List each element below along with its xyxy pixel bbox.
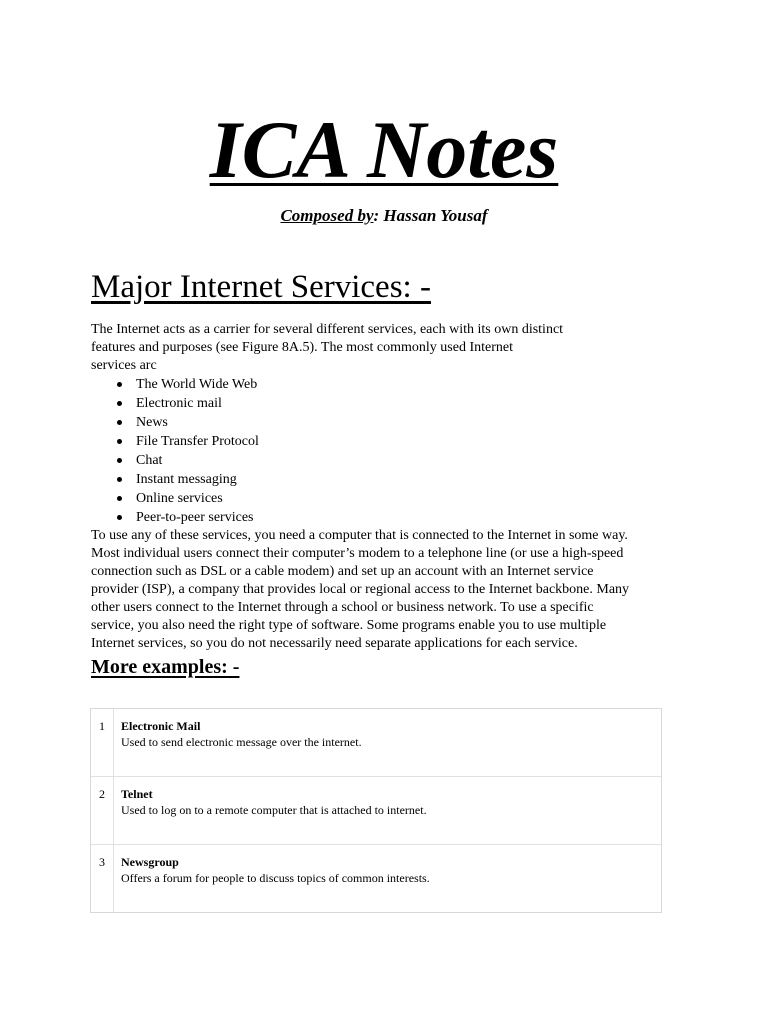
bullet-icon — [117, 515, 122, 520]
byline-separator: : — [373, 206, 384, 225]
list-item: Instant messaging — [91, 470, 259, 489]
byline-author: Hassan Yousaf — [383, 206, 488, 225]
services-list — [91, 375, 259, 527]
paragraph-line: connection such as DSL or a cable modem) and set up an account with an Internet service — [91, 564, 594, 579]
heading-more-examples: More examples: - — [91, 656, 240, 678]
paragraph-line: To use any of these services, you need a computer that is connected to the Internet in some way. — [91, 528, 628, 543]
row-number: 1 — [91, 709, 114, 776]
service-name: Telnet — [121, 787, 153, 801]
body-paragraph — [91, 527, 681, 653]
examples-table — [90, 708, 662, 913]
service-name: Electronic Mail — [121, 719, 201, 733]
table-cell — [114, 709, 661, 776]
table-cell — [114, 845, 661, 912]
list-item: Electronic mail — [91, 394, 259, 413]
list-item: File Transfer Protocol — [91, 432, 259, 451]
intro-line: services arc — [91, 358, 157, 373]
bullet-icon — [117, 439, 122, 444]
row-number: 3 — [91, 845, 114, 912]
intro-paragraph — [91, 321, 611, 375]
service-description: Used to log on to a remote computer that is attached to internet. — [121, 803, 427, 817]
service-name: Newsgroup — [121, 855, 179, 869]
list-item: News — [91, 413, 259, 432]
paragraph-line: provider (ISP), a company that provides local or regional access to the Internet backbone. Many — [91, 582, 630, 597]
paragraph-line: service, you also need the right type of software. Some programs enable you to use multiple — [91, 618, 607, 633]
paragraph-line: Internet services, so you do not necessarily need separate applications for each service. — [91, 636, 578, 651]
service-description: Offers a forum for people to discuss topics of common interests. — [121, 871, 430, 885]
row-number: 2 — [91, 777, 114, 844]
table-row — [91, 777, 661, 845]
table-cell — [114, 777, 661, 844]
intro-line: features and purposes (see Figure 8A.5). The most commonly used Internet — [91, 340, 513, 355]
list-item: The World Wide Web — [91, 375, 259, 394]
bullet-icon — [117, 477, 122, 482]
bullet-icon — [117, 401, 122, 406]
paragraph-line: other users connect to the Internet through a school or business network. To use a specific — [91, 600, 594, 615]
table-row — [91, 845, 661, 912]
document-title: ICA Notes — [209, 104, 559, 195]
list-item: Chat — [91, 451, 259, 470]
bullet-icon — [117, 458, 122, 463]
bullet-icon — [117, 496, 122, 501]
list-item: Peer-to-peer services — [91, 508, 259, 527]
bullet-icon — [117, 382, 122, 387]
paragraph-line: Most individual users connect their computer’s modem to a telephone line (or use a high-speed — [91, 546, 624, 561]
list-item: Online services — [91, 489, 259, 508]
byline-label: Composed by — [280, 206, 374, 225]
heading-major-services: Major Internet Services: - — [91, 269, 431, 305]
service-description: Used to send electronic message over the internet. — [121, 735, 362, 749]
byline — [0, 205, 768, 227]
table-row — [91, 709, 661, 777]
bullet-icon — [117, 420, 122, 425]
intro-line: The Internet acts as a carrier for several different services, each with its own distinct — [91, 322, 564, 337]
